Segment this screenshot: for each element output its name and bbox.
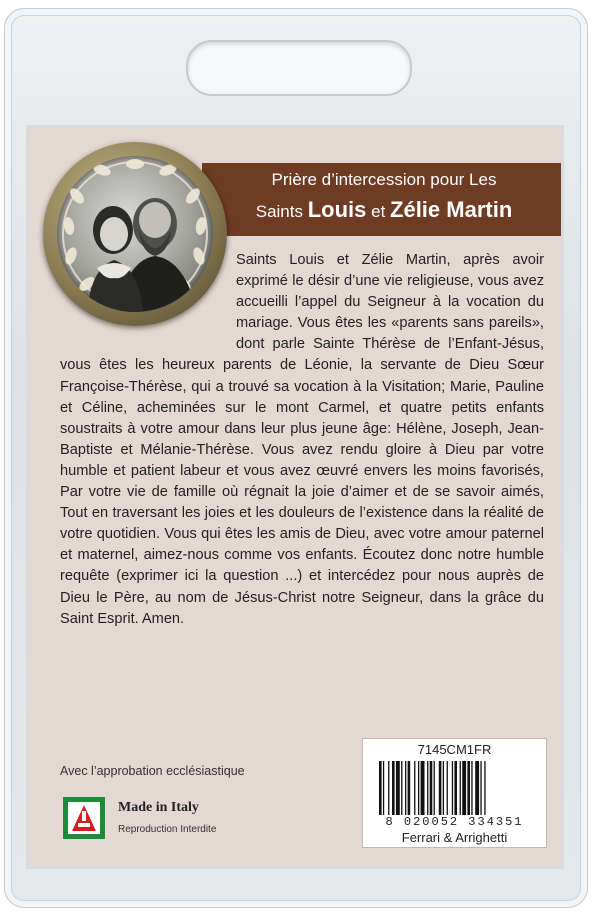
text-wrap-spacer xyxy=(60,250,236,355)
barcode-bar xyxy=(452,761,453,815)
barcode-bars xyxy=(379,761,531,815)
title-line-2 xyxy=(214,197,554,223)
barcode-bar xyxy=(383,761,384,815)
barcode-bar xyxy=(414,761,415,815)
barcode-bar xyxy=(379,761,382,815)
barcode-bar xyxy=(434,761,435,815)
ferrari-arrighetti-logo xyxy=(63,797,105,839)
barcode-bar xyxy=(462,761,466,815)
made-in-italy: Made in Italy xyxy=(118,800,199,815)
barcode-bar xyxy=(439,761,442,815)
barcode-number: 8 020052 334351 xyxy=(385,815,524,829)
barcode-bar xyxy=(443,761,444,815)
barcode-bar xyxy=(430,761,433,815)
approval-note: Avec l’approbation ecclésiastique xyxy=(60,764,245,778)
barcode-bar xyxy=(475,761,479,815)
barcode-bar xyxy=(427,761,428,815)
brand-name: Ferrari & Arrighetti xyxy=(401,830,508,845)
barcode-bar xyxy=(480,761,481,815)
barcode-bar xyxy=(447,761,448,815)
barcode-bar xyxy=(418,761,419,815)
barcode-bar xyxy=(401,761,402,815)
barcode-bar xyxy=(405,761,406,815)
title-saints: Saints xyxy=(255,202,308,221)
barcode-bar xyxy=(396,761,400,815)
barcode-bar xyxy=(388,761,389,815)
product-code: 7145CM1FR xyxy=(417,742,492,757)
logo-mark xyxy=(63,797,105,839)
barcode-bar xyxy=(454,761,457,815)
barcode-bar xyxy=(471,761,472,815)
barcode-bar xyxy=(484,761,485,815)
barcode-bar xyxy=(408,761,411,815)
hang-hole xyxy=(186,40,412,96)
barcode-label xyxy=(362,738,547,848)
barcode-bar xyxy=(392,761,395,815)
title-et: et xyxy=(366,202,391,221)
prayer-text xyxy=(60,250,544,630)
barcode-bar xyxy=(460,761,461,815)
reproduction-notice: Reproduction Interdite xyxy=(118,824,217,835)
barcode-bar xyxy=(467,761,470,815)
barcode-bar xyxy=(421,761,425,815)
prayer-body: Saints Louis et Zélie Martin, après avoir exprimé le désir d’une vie religieuse, vous avez accueilli l’appel du Seigneur à la vocation du mariage. Vous êtes les «parents sans pareils», dont parle Sainte Thérèse de l’Enfant-Jésus, vous êtes les heureux parents de Léonie, la servante de Dieu Sœur Françoise-Thérèse, qui a trouvé sa vocation à la Visitation; Marie, Pauline et Céline, acheminées sur le mont Carmel, et quatre petits enfants soustraits à votre amour dans leur plus jeune âge: Hélène, Joseph, Jean-Baptiste et Mélanie-Thérèse. Vous avez rendu gloire à Dieu par votre humble et patient labeur et vous avez œuvré envers les moins favorisés, Par votre vie de famille où régnait la joie d’aimer et de se savoir aimés, Tout en traversant les joies et les douleurs de l’existence dans la réalité de votre quotidien. Vous qui êtes les amis de Dieu, avec votre amour paternel et maternel, aimez-nous comme vos enfants. Écoutez donc notre humble requête (exprimer ici la question ...) et intercédez pour nous auprès de Dieu le Père, au nom de Jésus-Christ notre Seigneur, dans la grâce du Saint Esprit. Amen. xyxy=(60,252,544,627)
title-zelie-martin: Zélie Martin xyxy=(390,197,513,222)
title-louis: Louis xyxy=(307,197,367,222)
title-line-1: Prière d’intercession pour Les xyxy=(271,170,497,189)
